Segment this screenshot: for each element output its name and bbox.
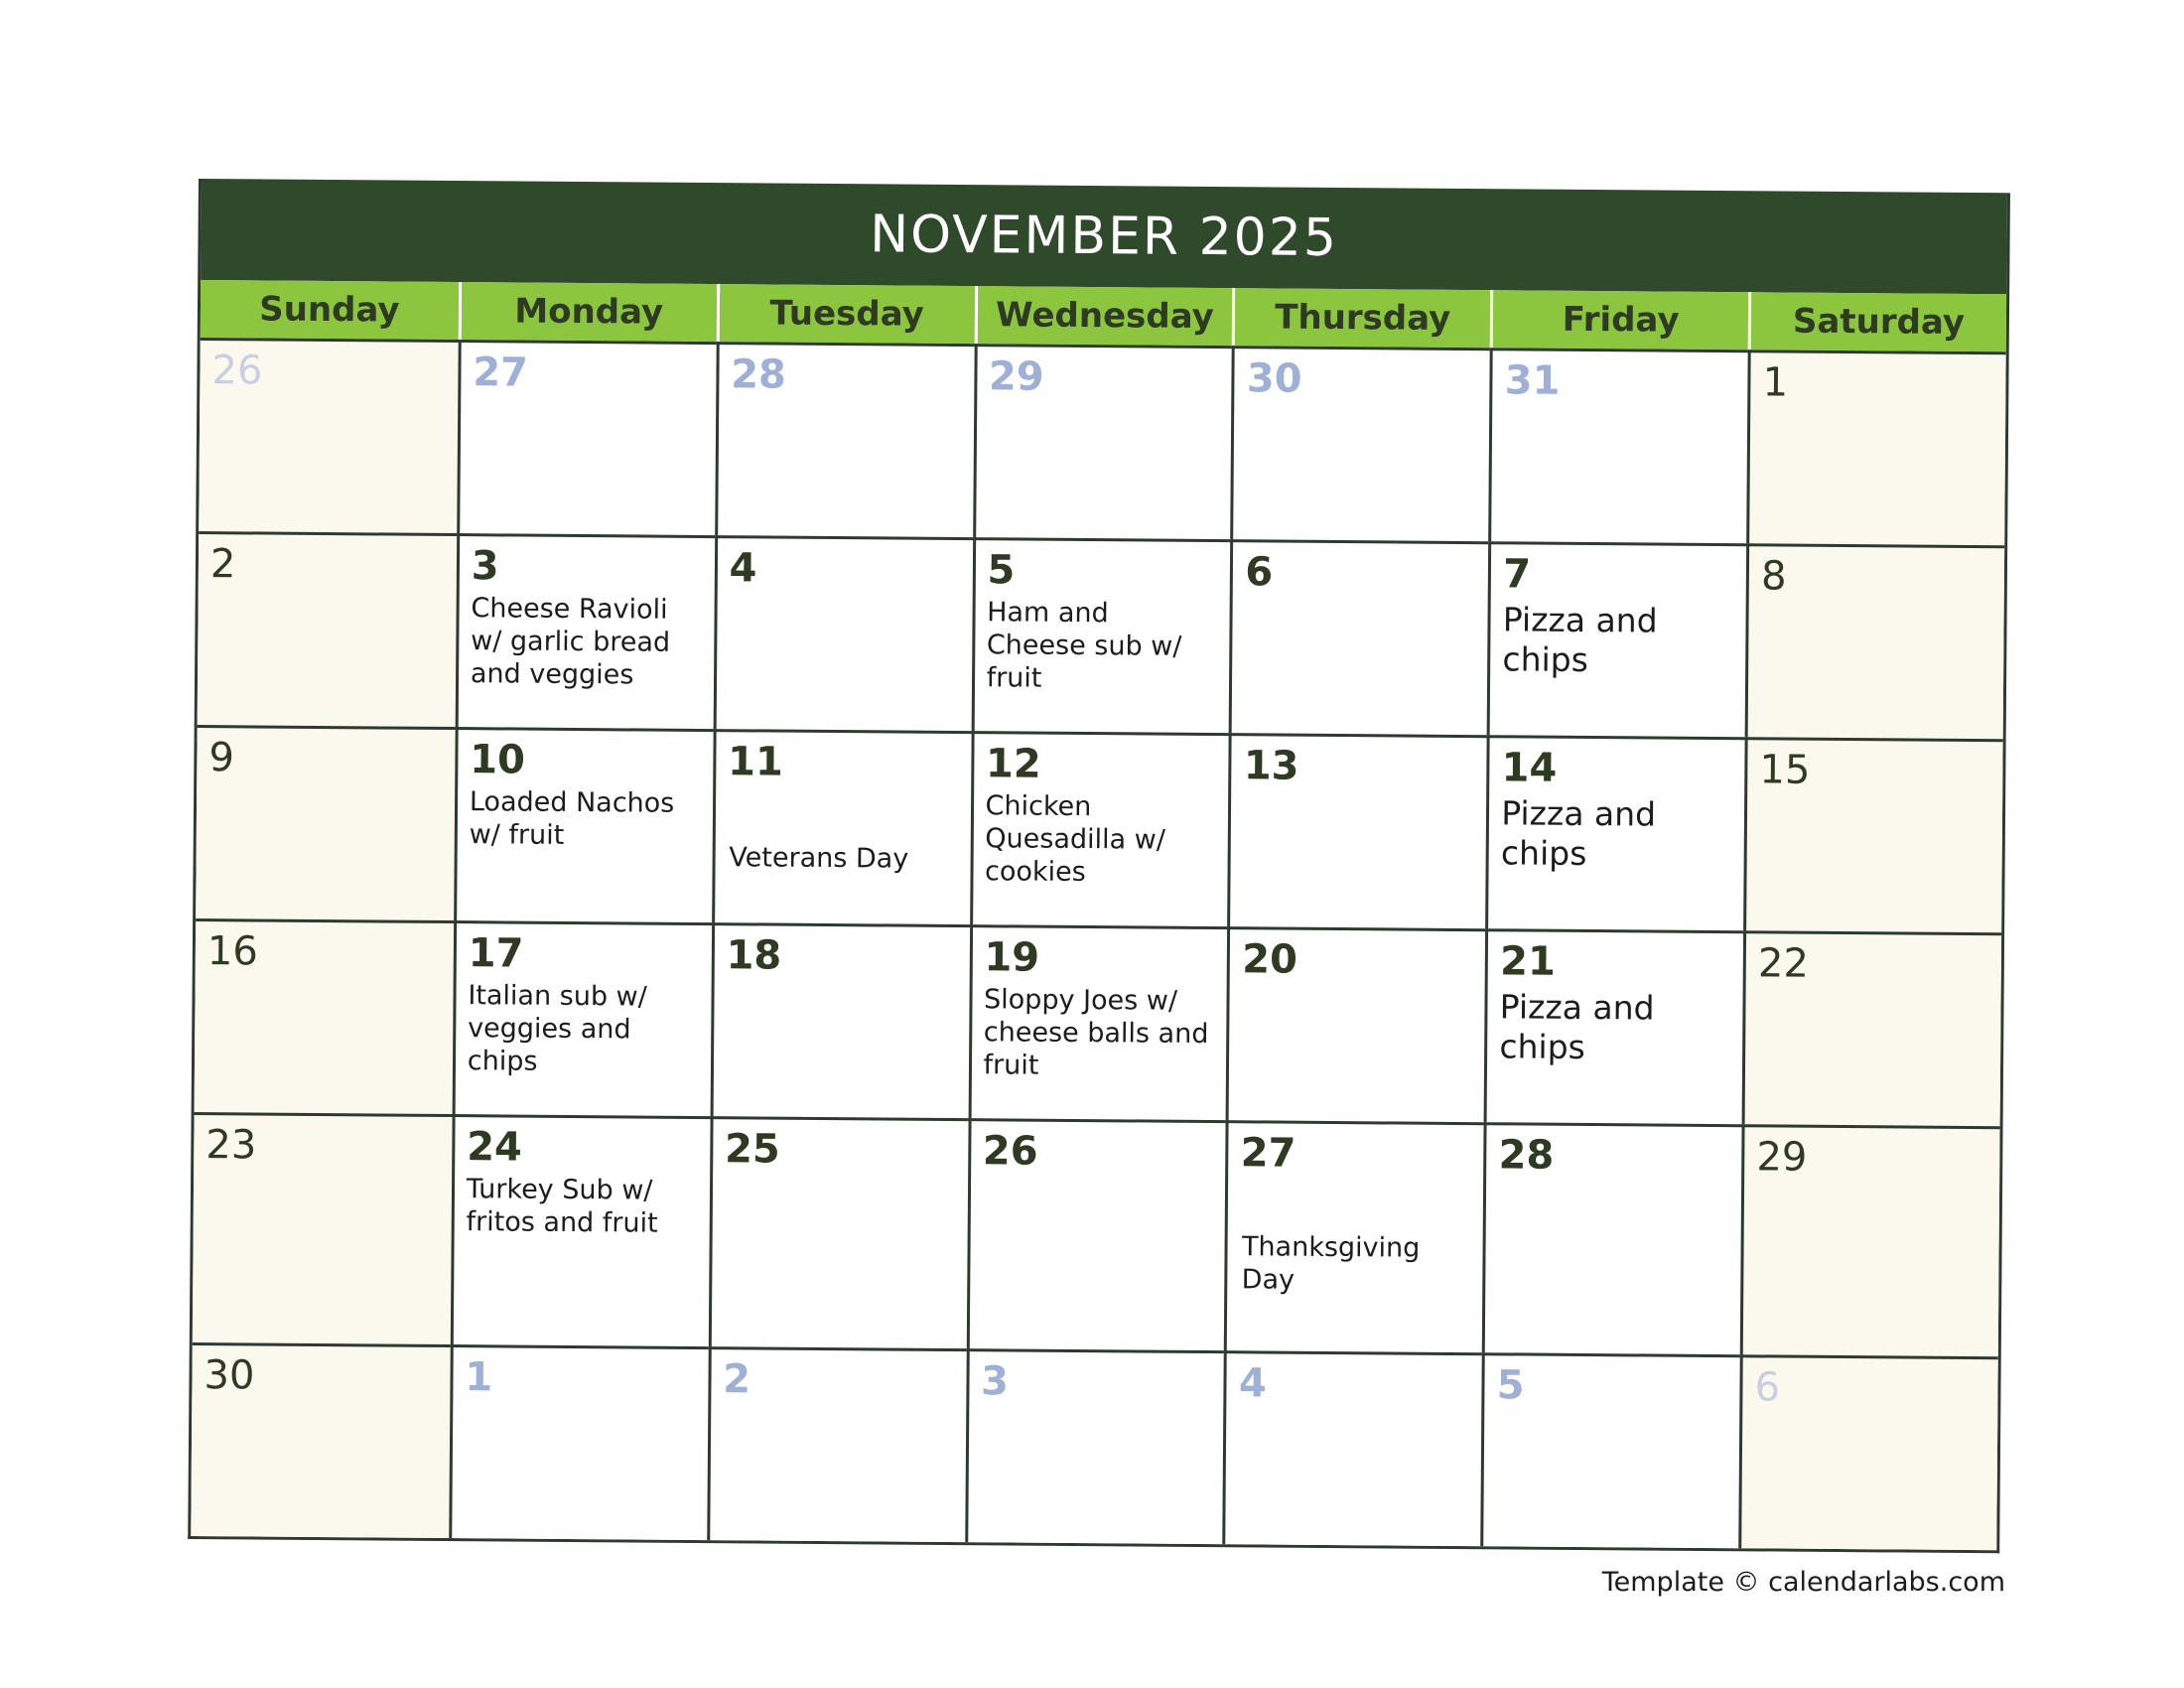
day-cell: [1226, 926, 1485, 1122]
day-cell: [971, 537, 1230, 733]
weekday-header-wednesday: Wednesday: [974, 286, 1232, 346]
day-number: 2: [723, 1356, 751, 1403]
day-number: 10: [470, 737, 526, 783]
day-cell: [193, 1112, 453, 1344]
day-number: 27: [473, 350, 529, 396]
day-cell: [456, 533, 715, 729]
lunch-menu-item: Loaded Nachos w/ fruit: [469, 786, 675, 851]
day-number: 27: [1240, 1130, 1297, 1177]
day-cell: [1224, 1120, 1484, 1352]
day-number: 29: [1756, 1134, 1808, 1181]
lunch-menu-item: Ham and Cheese sub w/ fruit: [986, 597, 1182, 694]
day-cell: [198, 531, 457, 727]
day-cell: [710, 922, 969, 1118]
weekday-header-sunday: Sunday: [259, 289, 400, 331]
weekday-header-friday: Friday: [1490, 290, 1748, 350]
day-number: 17: [468, 930, 524, 977]
day-cell: [452, 920, 711, 1116]
day-number: 12: [985, 741, 1041, 787]
day-cell: [191, 1342, 450, 1538]
calendar-title: NOVEMBER 2025: [201, 179, 2007, 294]
day-number: 29: [988, 353, 1044, 400]
day-cell: [1745, 543, 2004, 739]
day-cell: [1482, 1122, 1742, 1354]
day-number: 4: [729, 545, 757, 592]
day-cell: [707, 1346, 966, 1542]
day-cell: [973, 344, 1232, 539]
lunch-menu-item: Cheese Ravioli w/ garlic bread and veggies: [470, 593, 671, 691]
day-number: 25: [724, 1126, 780, 1173]
day-cell: [199, 338, 458, 533]
day-number: 28: [730, 352, 787, 398]
day-number: 16: [206, 928, 258, 975]
day-number: 1: [1762, 359, 1789, 406]
day-number: 1: [465, 1354, 493, 1401]
day-number: 7: [1503, 551, 1532, 598]
day-number: 9: [208, 735, 235, 781]
holiday-label: Thanksgiving Day: [1241, 1231, 1421, 1296]
day-number: 26: [982, 1128, 1038, 1175]
day-cell: [449, 1344, 708, 1540]
day-cell: [1228, 733, 1487, 928]
day-cell: [1485, 735, 1744, 930]
day-number: 20: [1242, 936, 1298, 983]
weekday-header-saturday: Saturday: [1748, 292, 2006, 352]
day-cell: [1743, 737, 2002, 932]
day-cell: [451, 1114, 711, 1346]
lunch-menu-item: Sloppy Joes w/ cheese balls and fruit: [983, 984, 1209, 1081]
day-cell: [970, 731, 1229, 926]
day-number: 26: [211, 348, 263, 394]
day-number: 14: [1501, 745, 1558, 791]
day-number: 5: [1496, 1362, 1525, 1409]
day-number: 11: [727, 739, 783, 785]
day-number: 3: [471, 543, 499, 590]
calendar-grid: [191, 338, 2005, 1550]
day-cell: [1488, 348, 1747, 543]
day-number: 8: [1760, 553, 1787, 600]
day-cell: [715, 342, 974, 537]
day-number: 22: [1757, 940, 1810, 987]
day-number: 6: [1245, 549, 1274, 596]
holiday-label: Veterans Day: [729, 842, 909, 875]
day-cell: [1746, 350, 2005, 545]
day-cell: [708, 1116, 968, 1348]
day-cell: [966, 1118, 1226, 1350]
day-cell: [1223, 1350, 1482, 1546]
day-cell: [965, 1348, 1224, 1544]
day-cell: [1229, 539, 1488, 735]
day-number: 31: [1504, 357, 1561, 404]
day-number: 21: [1499, 938, 1556, 985]
day-number: 30: [204, 1352, 255, 1399]
day-number: 6: [1754, 1364, 1781, 1411]
day-number: 23: [205, 1122, 257, 1169]
day-cell: [968, 924, 1227, 1120]
weekday-header-monday: Monday: [459, 282, 717, 342]
day-number: 18: [726, 932, 782, 979]
lunch-menu-item: Pizza and chips: [1500, 793, 1657, 874]
day-cell: [457, 340, 716, 535]
lunch-menu-item: Pizza and chips: [1502, 600, 1658, 680]
lunch-menu-item: Pizza and chips: [1499, 987, 1655, 1066]
day-cell: [454, 727, 713, 922]
day-cell: [1740, 1124, 2000, 1356]
calendar: [188, 179, 2010, 1553]
template-credit: Template © calendarlabs.com: [1601, 1567, 2005, 1598]
lunch-menu-item: Chicken Quesadilla w/ cookies: [984, 790, 1166, 889]
day-cell: [1231, 346, 1490, 541]
day-cell: [713, 535, 972, 731]
day-number: 5: [987, 547, 1016, 594]
day-number: 13: [1243, 743, 1299, 789]
day-number: 30: [1246, 355, 1302, 402]
day-number: 4: [1238, 1360, 1267, 1407]
day-cell: [1738, 1354, 1997, 1550]
day-cell: [1481, 1352, 1740, 1548]
weekday-header-tuesday: Tuesday: [716, 284, 974, 344]
day-cell: [1487, 541, 1746, 737]
lunch-menu-item: Turkey Sub w/ fritos and fruit: [466, 1174, 658, 1239]
day-number: 19: [984, 934, 1040, 981]
day-cell: [712, 729, 971, 924]
day-number: 28: [1498, 1132, 1555, 1179]
day-cell: [196, 725, 455, 920]
weekday-header-thursday: Thursday: [1232, 288, 1490, 348]
day-cell: [1742, 930, 2001, 1126]
day-cell: [1484, 928, 1743, 1124]
day-cell: [195, 918, 454, 1114]
day-number: 3: [980, 1358, 1010, 1405]
day-number: 2: [209, 541, 236, 588]
lunch-menu-item: Italian sub w/ veggies and chips: [467, 980, 647, 1077]
day-number: 24: [467, 1124, 523, 1171]
day-number: 15: [1759, 747, 1811, 793]
